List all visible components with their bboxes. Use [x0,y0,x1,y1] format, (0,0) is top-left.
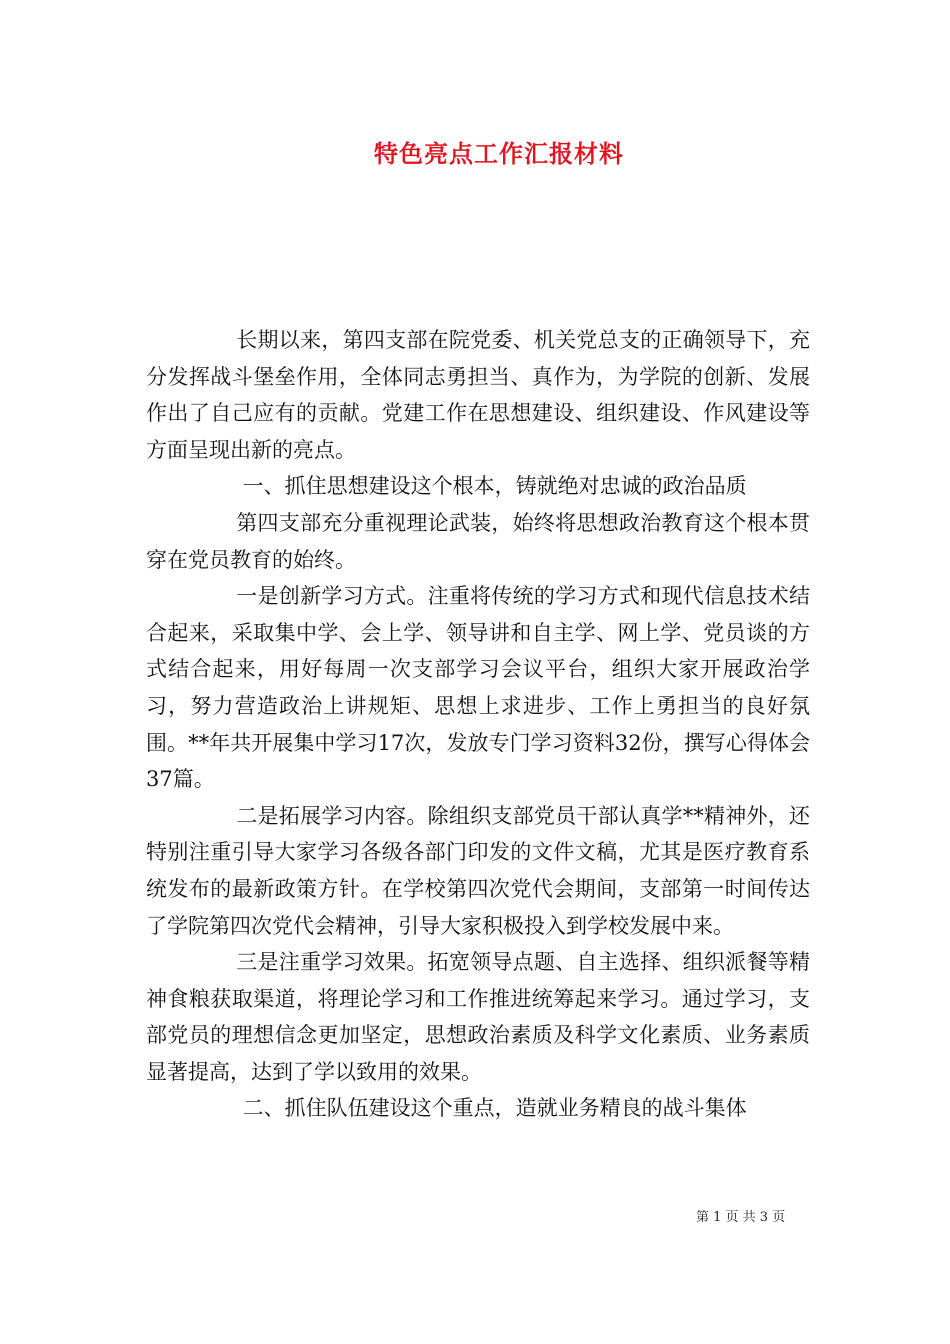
section-heading-2: 二、抓住队伍建设这个重点，造就业务精良的战斗集体 [242,1096,747,1121]
intro-paragraph: 长期以来，第四支部在院党委、机关党总支的正确领导下，充分发挥战斗堡垒作用，全体同志勇担当、真作为，为学院的创新、发展作出了自己应有的贡献。党建工作在思想建设、组织建设、作风建设等方面呈现出新的亮点。 [146,328,810,462]
page-number: 第 1 页 共 3 页 [696,1210,786,1225]
body-paragraph: 二是拓展学习内容。除组织支部党员干部认真学**精神外，还特别注重引导大家学习各级各部门印发的文件文稿，尤其是医疗教育系统发布的最新政策方针。在学校第四次党代会期间，支部第一时间传达了学院第四次党代会精神，引导大家积极投入到学校发展中来。 [146,803,810,938]
body-paragraph: 第四支部充分重视理论武装，始终将思想政治教育这个根本贯穿在党员教育的始终。 [146,510,810,572]
body-paragraph: 一是创新学习方式。注重将传统的学习方式和现代信息技术结合起来，采取集中学、会上学、领导讲和自主学、网上学、党员谈的方式结合起来，用好每周一次支部学习会议平台，组织大家开展政治学习，努力营造政治上讲规矩、思想上求进步、工作上勇担当的良好氛围。**年共开展集中学习17次，发放专门学习资料32份，撰写心得体会37篇。 [146,584,810,792]
section-heading-1: 一、抓住思想建设这个根本，铸就绝对忠诚的政治品质 [242,474,747,499]
document-body [146,322,810,1127]
body-paragraph: 三是注重学习效果。拓宽领导点题、自主选择、组织派餐等精神食粮获取渠道，将理论学习和工作推进统筹起来学习。通过学习，支部党员的理想信念更加坚定，思想政治素质及科学文化素质、业务素质显著提高，达到了学以致用的效果。 [146,950,810,1084]
document-title: 特色亮点工作汇报材料 [374,140,624,168]
